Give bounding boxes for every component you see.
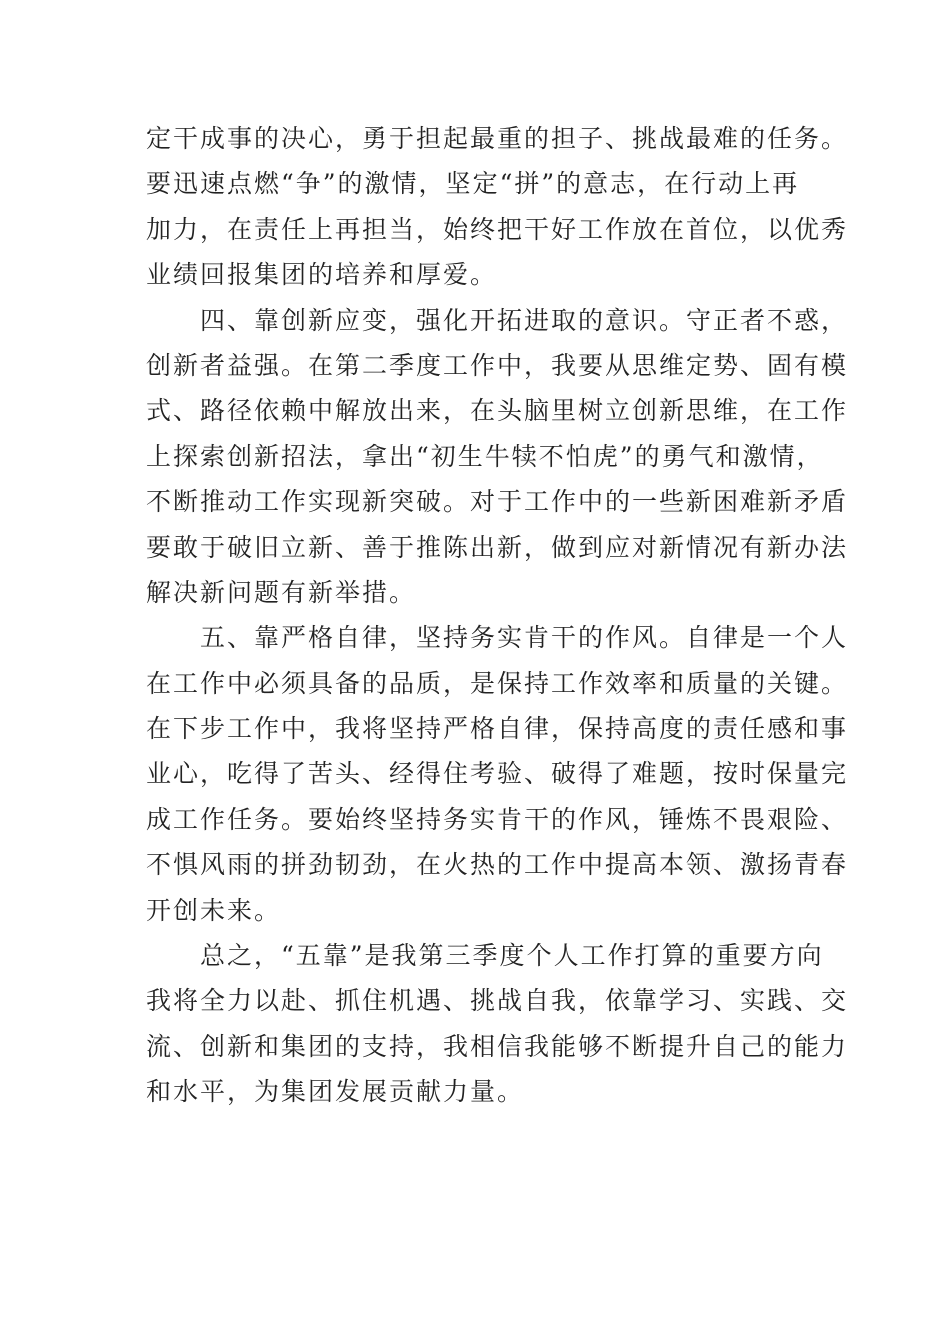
text-line: 解决新问题有新举措。: [146, 577, 417, 607]
text-line: 加力，在责任上再担当，始终把干好工作放在首位，以优秀: [146, 214, 849, 244]
text-line: 要迅速点燃“争”的激情，坚定“拼”的意志，在行动上再: [146, 169, 800, 199]
text-line: 五、靠严格自律，坚持务实肯干的作风。自律是一个人: [200, 623, 849, 653]
paragraph-conclusion: [146, 933, 849, 1115]
text-line: 上探索创新招法，拿出“初生牛犊不怕虎”的勇气和激情，: [146, 441, 824, 471]
text-line: 开创未来。: [146, 895, 282, 925]
paragraph-innovation: [146, 298, 849, 616]
text-line: 式、路径依赖中解放出来，在头脑里树立创新思维，在工作: [146, 396, 849, 426]
document-body: [146, 116, 849, 1115]
paragraph-self-discipline: [146, 615, 849, 933]
text-line: 四、靠创新应变，强化开拓进取的意识。守正者不惑，: [200, 305, 849, 335]
text-line: 业心，吃得了苦头、经得住考验、破得了难题，按时保量完: [146, 759, 849, 789]
text-line: 总之，“五靠”是我第三季度个人工作打算的重要方向: [200, 941, 824, 971]
text-line: 创新者益强。在第二季度工作中，我要从思维定势、固有模: [146, 350, 849, 380]
text-line: 成工作任务。要始终坚持务实肯干的作风，锤炼不畏艰险、: [146, 804, 849, 834]
paragraph-continuation: [146, 116, 849, 298]
text-line: 业绩回报集团的培养和厚爱。: [146, 260, 498, 290]
text-line: 不惧风雨的拼劲韧劲，在火热的工作中提高本领、激扬青春: [146, 850, 849, 880]
text-line: 和水平，为集团发展贡献力量。: [146, 1077, 525, 1107]
text-line: 要敢于破旧立新、善于推陈出新，做到应对新情况有新办法: [146, 532, 849, 562]
text-line: 在下步工作中，我将坚持严格自律，保持高度的责任感和事: [146, 714, 849, 744]
text-line: 流、创新和集团的支持，我相信我能够不断提升自己的能力: [146, 1031, 849, 1061]
text-line: 在工作中必须具备的品质，是保持工作效率和质量的关键。: [146, 668, 849, 698]
text-line: 不断推动工作实现新突破。对于工作中的一些新困难新矛盾: [146, 487, 849, 517]
text-line: 我将全力以赴、抓住机遇、挑战自我，依靠学习、实践、交: [146, 986, 849, 1016]
text-line: 定干成事的决心，勇于担起最重的担子、挑战最难的任务。: [146, 124, 849, 153]
